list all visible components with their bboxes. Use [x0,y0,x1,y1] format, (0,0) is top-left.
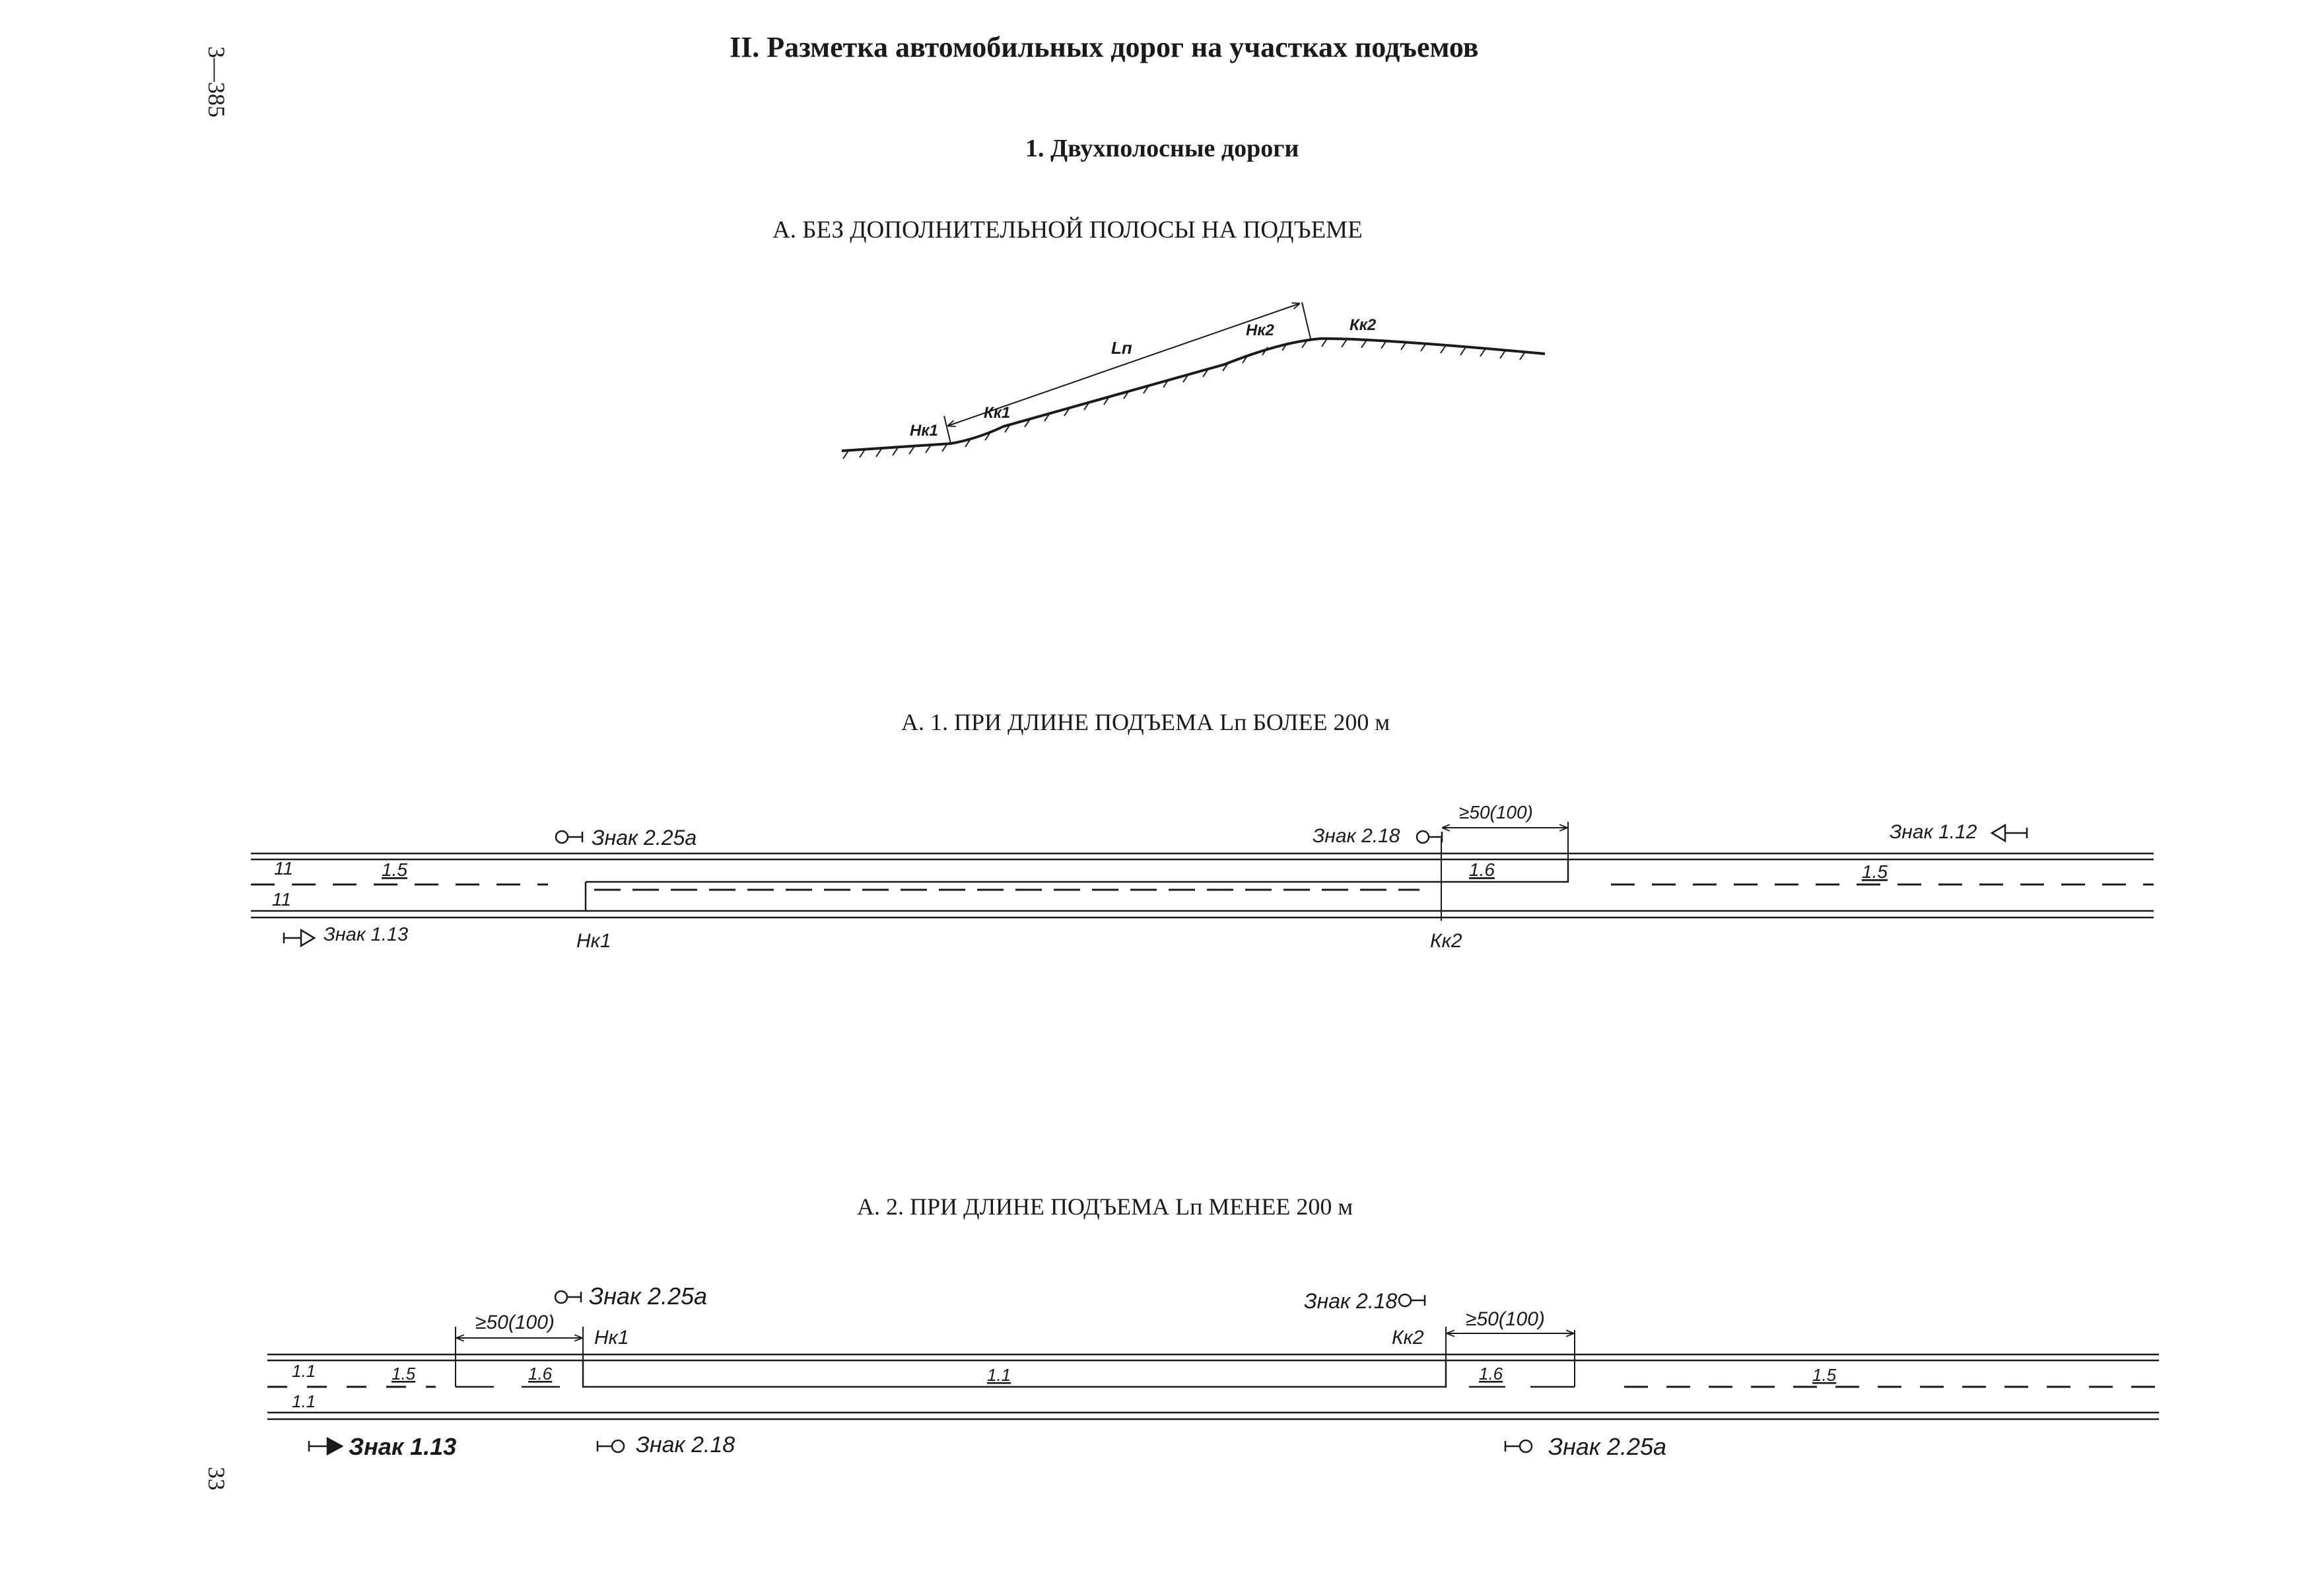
a2-sign-1-13-label: Знак 1.13 [349,1433,457,1460]
scheme-a2-title: А. 2. ПРИ ДЛИНЕ ПОДЪЕМА Lп МЕНЕЕ 200 м [857,1193,1353,1220]
a2-marking-1-6-left: 1.6 [528,1364,553,1384]
a1-marking-15-right: 1.5 [1862,861,1888,882]
document-code: 3—385 [203,46,230,117]
a2-marking-1-5-left: 1.5 [392,1364,416,1384]
a2-sign-2-25a-top-label: Знак 2.25а [589,1283,708,1310]
a2-sign-2-25a-top-icon [555,1291,581,1303]
a1-sign-1-13-label: Знак 1.13 [324,924,409,945]
subtitle: 1. Двухполосные дороги [1025,135,1299,162]
a2-marking-1-1-top: 1.1 [292,1361,316,1381]
a2-marking-1-1-bottom: 1.1 [292,1391,316,1411]
main-title: II. Разметка автомобильных дорог на участках подъемов [730,31,1479,63]
a1-sign-1-13-icon [284,930,314,946]
a2-sign-2-18-top-icon [1399,1294,1425,1306]
a2-point-kk2: Кк2 [1392,1327,1424,1349]
a1-sign-1-12-label: Знак 1.12 [1890,821,1977,843]
a1-marking-11-bottom: 11 [272,889,292,910]
a2-dimension-left-label: ≥50(100) [475,1312,555,1333]
a1-sign-2-18-label: Знак 2.18 [1313,825,1400,847]
scheme-a1-road [251,802,2154,952]
a1-marking-15-left: 1.5 [382,859,407,880]
a2-marking-1-6-right: 1.6 [1479,1364,1503,1384]
section-a-title: А. БЕЗ ДОПОЛНИТЕЛЬНОЙ ПОЛОСЫ НА ПОДЪЕМЕ [772,217,1363,244]
a2-dimension-right-label: ≥50(100) [1466,1308,1545,1330]
road-profile-diagram [842,302,1545,459]
a2-sign-2-18-bottom-label: Знак 2.18 [636,1432,735,1457]
profile-hatching [843,339,1525,459]
a2-sign-2-25a-bottom-label: Знак 2.25а [1548,1433,1667,1460]
profile-label-nk1: Нк1 [910,422,938,440]
a2-point-nk1: Нк1 [594,1327,629,1349]
a2-marking-1-5-right: 1.5 [1812,1365,1837,1385]
a1-sign-2-25a-label: Знак 2.25а [592,826,697,850]
a1-line-1-6-box [1441,859,1568,882]
profile-extension-start [944,416,951,444]
a1-sign-2-25a-icon [556,831,582,843]
a2-marking-1-1-center: 1.1 [987,1365,1011,1385]
scheme-a2-road [267,1283,2159,1460]
profile-extension-end [1302,302,1311,339]
a1-point-kk2: Кк2 [1430,930,1462,952]
a1-point-nk1: Нк1 [576,930,611,952]
a1-sign-2-18-icon [1417,831,1442,843]
a2-continuous-line-1-1-frame [583,1360,1446,1387]
profile-label-nk2: Нк2 [1246,321,1274,339]
a2-sign-2-18-bottom-icon [598,1440,624,1452]
a1-sign-1-12-icon [1992,825,2027,841]
page-number: 33 [203,1467,230,1490]
scheme-a1-title: А. 1. ПРИ ДЛИНЕ ПОДЪЕМА Lп БОЛЕЕ 200 м [901,709,1390,735]
profile-label-ln: Lп [1111,338,1132,358]
a1-marking-16: 1.6 [1469,859,1495,880]
a2-sign-2-18-top-label: Знак 2.18 [1304,1289,1398,1313]
a1-marking-11-top: 11 [274,858,294,879]
profile-label-kk2: Кк2 [1350,316,1377,334]
a2-sign-2-25a-bottom-icon [1505,1440,1532,1452]
profile-label-kk1: Кк1 [984,404,1011,422]
profile-ground-line [842,339,1545,451]
a2-sign-1-13-icon [309,1438,342,1454]
a1-dimension-label: ≥50(100) [1459,802,1533,822]
